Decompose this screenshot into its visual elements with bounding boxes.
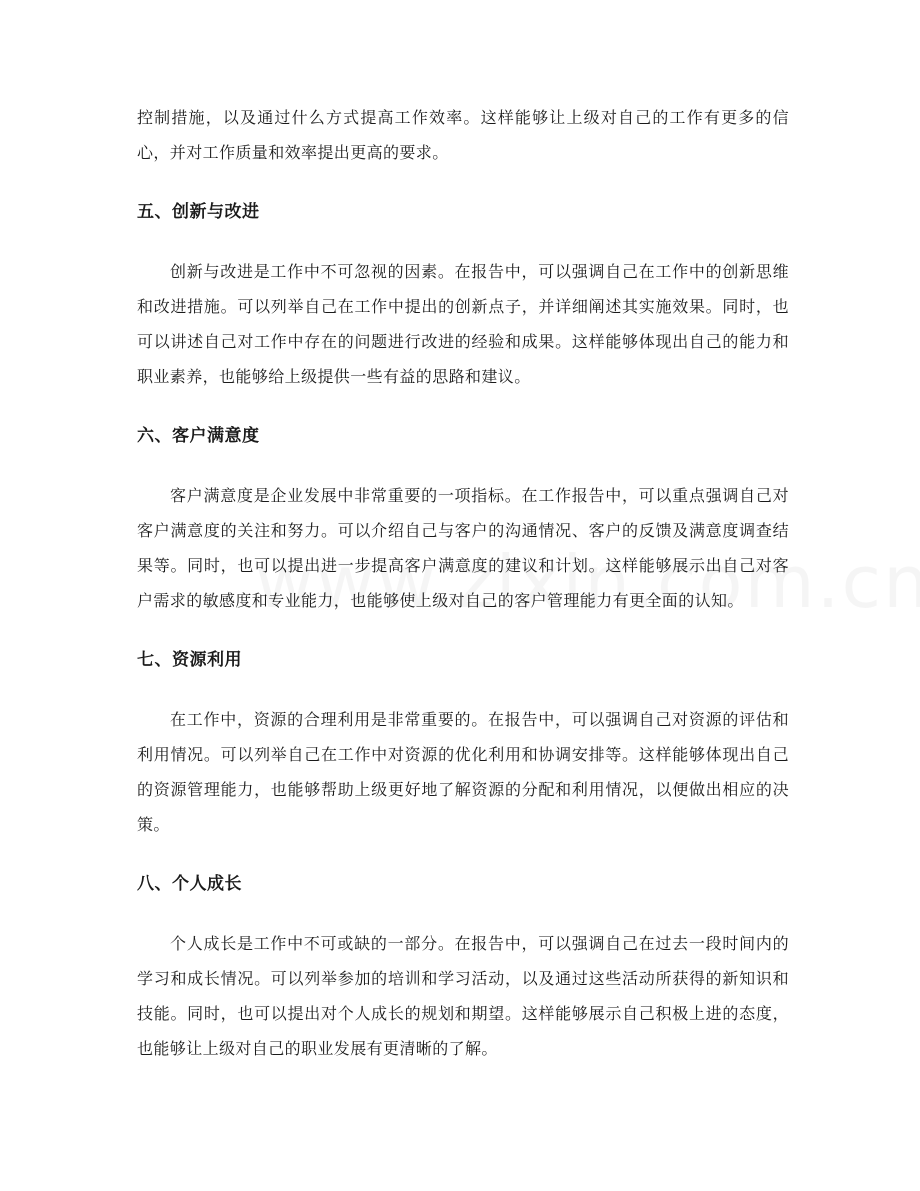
document-body — [137, 100, 789, 1066]
intro-paragraph: 控制措施，以及通过什么方式提高工作效率。这样能够让上级对自己的工作有更多的信心，并对工作质量和效率提出更高的要求。 — [137, 108, 789, 162]
section-body-resource-utilization: 在工作中，资源的合理利用是非常重要的。在报告中，可以强调自己对资源的评估和利用情况。可以列举自己在工作中对资源的优化利用和协调安排等。这样能够体现出自己的资源管理能力，也能够帮助上级更好地了解资源的分配和利用情况，以便做出相应的决策。 — [137, 710, 789, 834]
section-heading-customer-satisfaction: 六、客户满意度 — [137, 426, 260, 446]
section-body-innovation: 创新与改进是工作中不可忽视的因素。在报告中，可以强调自己在工作中的创新思维和改进措施。可以列举自己在工作中提出的创新点子，并详细阐述其实施效果。同时，也可以讲述自己对工作中存在的问题进行改进的经验和成果。这样能够体现出自己的能力和职业素养，也能够给上级提供一些有益的思路和建议。 — [137, 262, 789, 386]
section-heading-resource-utilization: 七、资源利用 — [137, 650, 242, 670]
section-body-customer-satisfaction: 客户满意度是企业发展中非常重要的一项指标。在工作报告中，可以重点强调自己对客户满意度的关注和努力。可以介绍自己与客户的沟通情况、客户的反馈及满意度调查结果等。同时，也可以提出进一步提高客户满意度的建议和计划。这样能够展示出自己对客户需求的敏感度和专业能力，也能够使上级对自己的客户管理能力有更全面的认知。 — [137, 486, 789, 610]
section-heading-personal-growth: 八、个人成长 — [137, 874, 242, 894]
section-body-personal-growth: 个人成长是工作中不可或缺的一部分。在报告中，可以强调自己在过去一段时间内的学习和成长情况。可以列举参加的培训和学习活动，以及通过这些活动所获得的新知识和技能。同时，也可以提出对个人成长的规划和期望。这样能够展示自己积极上进的态度，也能够让上级对自己的职业发展有更清晰的了解。 — [137, 934, 789, 1058]
section-heading-innovation: 五、创新与改进 — [137, 202, 260, 222]
